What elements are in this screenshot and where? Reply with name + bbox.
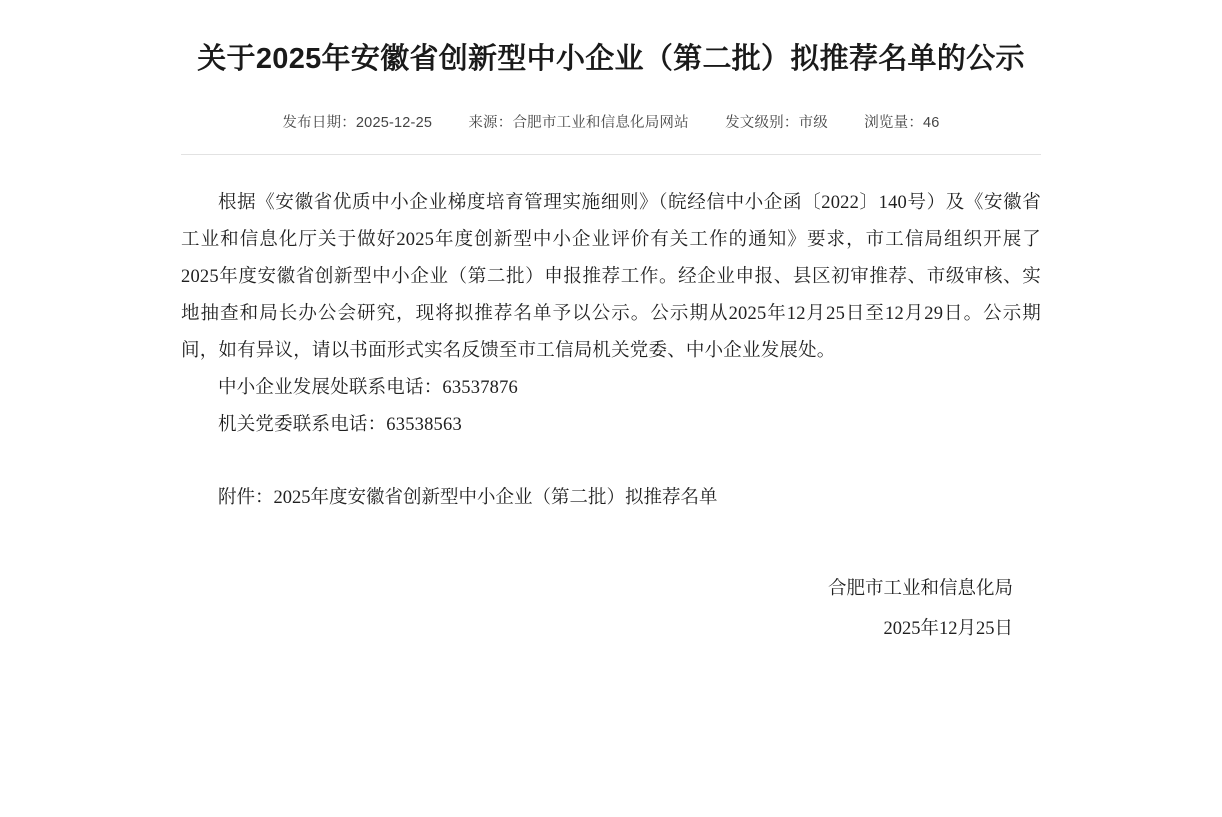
meta-views-label: 浏览量： xyxy=(864,115,924,131)
document-meta xyxy=(181,111,1041,132)
header-divider xyxy=(181,154,1041,155)
meta-views xyxy=(864,111,939,132)
document-body xyxy=(181,185,1041,444)
document-content xyxy=(181,0,1041,649)
signature-organization: 合肥市工业和信息化局 xyxy=(827,579,1013,599)
meta-publish-date-label: 发布日期： xyxy=(282,115,356,131)
page-title: 关于2025年安徽省创新型中小企业（第二批）拟推荐名单的公示 xyxy=(197,43,1025,75)
meta-source xyxy=(468,111,689,132)
meta-level xyxy=(725,111,828,132)
contact-line-party-committee: 机关党委联系电话：63538563 xyxy=(218,415,462,435)
meta-level-label: 发文级别： xyxy=(725,115,799,131)
signature-block xyxy=(181,569,1041,649)
meta-source-label: 来源： xyxy=(468,115,513,131)
attachment-line: 附件：2025年度安徽省创新型中小企业（第二批）拟推荐名单 xyxy=(218,488,718,508)
meta-level-value: 市级 xyxy=(798,115,828,131)
meta-views-value: 46 xyxy=(923,115,940,131)
contact-line-development-office: 中小企业发展处联系电话：63537876 xyxy=(218,378,519,398)
body-paragraph: 根据《安徽省优质中小企业梯度培育管理实施细则》（皖经信中小企函〔2022〕140号）及《安徽省工业和信息化厅关于做好2025年度创新型中小企业评价有关工作的通知》要求，市工信局组织开展了2025年度安徽省创新型中小企业（第二批）申报推荐工作。经企业申报、县区初审推荐、市级审核、实地抽查和局长办公会研究，现将拟推荐名单予以公示。公示期从2025年12月25日至12月29日。公示期间，如有异议，请以书面形式实名反馈至市工信局机关党委、中小企业发展处。 xyxy=(181,193,1041,361)
meta-publish-date-value: 2025-12-25 xyxy=(355,115,433,131)
meta-source-value: 合肥市工业和信息化局网站 xyxy=(512,115,689,131)
meta-publish-date xyxy=(282,111,432,132)
signature-date: 2025年12月25日 xyxy=(883,619,1013,639)
